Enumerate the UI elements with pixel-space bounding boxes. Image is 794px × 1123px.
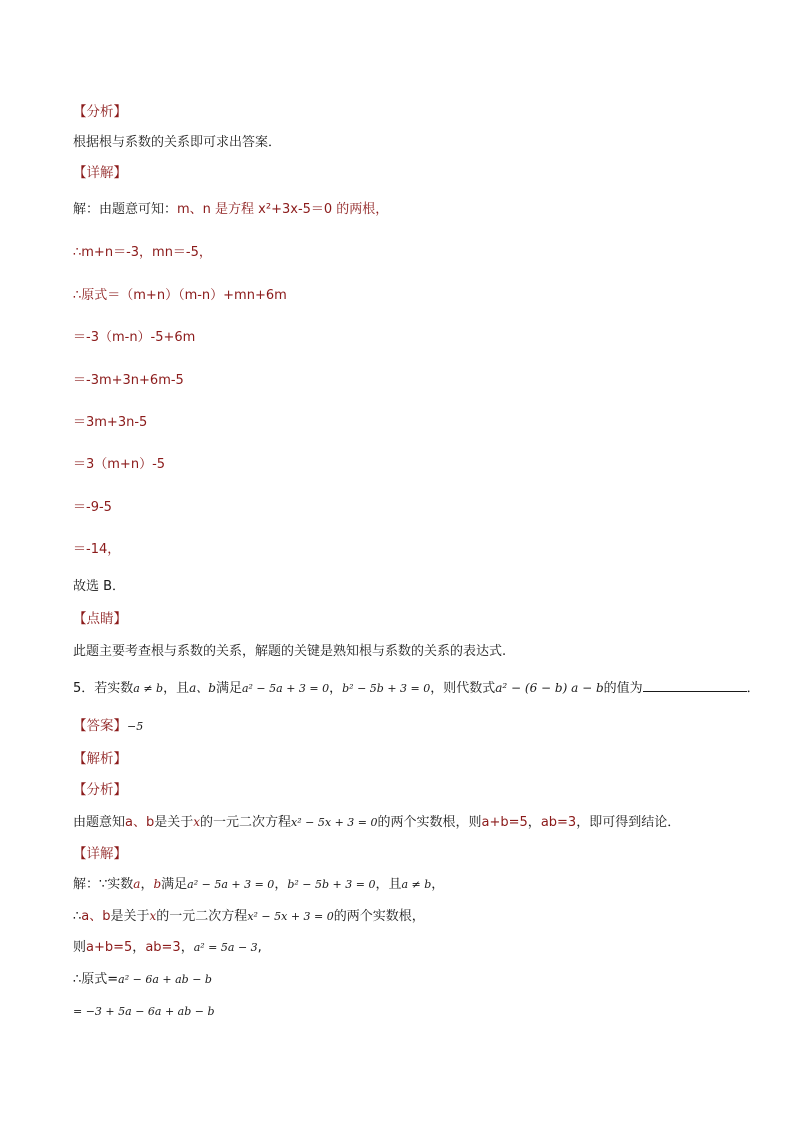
detail-2-line-3 [73, 939, 262, 957]
d2-expr-2: = −3 + 5a − 6a + ab − b [73, 1005, 215, 1018]
d2-t12: , [257, 940, 262, 955]
d2-t7: 是关于 [110, 909, 150, 924]
d2-sum: a+b=5 [86, 940, 133, 955]
solution-given: m、n 是方程 x²+3x-5＝0 的两根， [177, 202, 389, 217]
an2-t1: 由题意知 [73, 815, 126, 830]
detail-2-line-2 [73, 907, 425, 926]
d2-t3: 满足 [161, 877, 188, 892]
an2-t2: 是关于 [154, 815, 194, 830]
d2-t8: 的一元二次方程 [156, 909, 248, 924]
heading-explanation: 【解析】 [73, 751, 127, 767]
solution-line-1 [73, 201, 388, 219]
d2-t11: ， [180, 940, 194, 955]
heading-analysis-2: 【分析】 [73, 782, 127, 798]
d2-a: a [133, 877, 141, 891]
an2-sum: a+b=5 [481, 815, 528, 830]
an2-t3: 的一元二次方程 [200, 815, 292, 830]
d2-t10: ， [132, 940, 146, 955]
q5-equation-a: a² − 5a + 3 = 0 [241, 682, 330, 695]
heading-detail-2: 【详解】 [73, 846, 127, 862]
detail-2-line-4 [73, 971, 212, 989]
d2-t4: ， [274, 877, 288, 892]
solution-line-3: ∴原式＝（m+n）（m-n）+mn+6m [73, 288, 287, 303]
solution-line-8: ＝-9-5 [73, 500, 112, 515]
d2-equation: x² − 5x + 3 = 0 [247, 910, 334, 923]
comment-text: 此题主要考查根与系数的关系，解题的关键是熟知根与系数的关系的表达式. [73, 644, 507, 659]
d2-b: b [153, 877, 162, 891]
q5-text-4: 的值为 [603, 681, 643, 696]
d2-eq-a: a² − 5a + 3 = 0 [187, 878, 275, 891]
an2-t6: ，即可得到结论． [576, 815, 681, 830]
d2-a-squared: a² = 5a − 3 [193, 941, 258, 954]
d2-t9: 的两个实数根， [333, 909, 425, 924]
d2-vars: a、b [81, 909, 111, 924]
d2-t2: ， [140, 877, 154, 892]
d2-therefore: ∴ [73, 909, 82, 924]
d2-t1: 解：∵实数 [73, 877, 134, 892]
solution-line-2: ∴m+n＝-3，mn＝-5， [73, 245, 212, 260]
q5-end: ． [746, 681, 760, 696]
an2-t5: ， [527, 815, 541, 830]
answer-label: 【答案】 [73, 718, 127, 734]
analysis-2-text [73, 813, 680, 832]
conclusion-text: 故选 B． [73, 579, 126, 594]
heading-analysis: 【分析】 [73, 104, 127, 120]
d2-expr: a² − 6a + ab − b [118, 973, 212, 986]
d2-x: x [149, 909, 157, 923]
answer-line [73, 717, 143, 736]
d2-prod: ab=3 [145, 940, 181, 955]
d2-ze: 则 [73, 940, 87, 955]
solution-prefix: 解：由题意可知： [73, 202, 178, 217]
heading-comment: 【点睛】 [73, 611, 127, 627]
solution-line-5: ＝-3m+3n+6m-5 [73, 373, 184, 388]
q5-number: 5．若实数 [73, 681, 134, 696]
detail-2-line-5 [73, 1003, 215, 1021]
d2-yuanshi: ∴原式= [73, 972, 119, 987]
q5-text-2: 满足 [215, 681, 242, 696]
q5-text-1: ，且 [163, 681, 190, 696]
an2-t4: 的两个实数根，则 [377, 815, 482, 830]
solution-line-4: ＝-3（m-n）-5+6m [73, 330, 196, 345]
analysis-text: 根据根与系数的关系即可求出答案． [73, 135, 282, 150]
conclusion-line [73, 578, 125, 596]
d2-t6: ， [431, 877, 445, 892]
q5-cond-neq: a ≠ b [133, 682, 164, 695]
solution-line-7: ＝3（m+n）-5 [73, 457, 166, 472]
q5-vars: a、b [189, 681, 216, 695]
q5-answer-blank [643, 679, 747, 692]
q5-comma: ， [329, 681, 343, 696]
d2-neq: a ≠ b [401, 878, 432, 891]
solution-line-6: ＝3m+3n-5 [73, 415, 148, 430]
q5-text-3: ，则代数式 [430, 681, 496, 696]
solution-line-9: ＝-14， [73, 542, 121, 557]
q5-equation-b: b² − 5b + 3 = 0 [342, 682, 431, 695]
heading-detail: 【详解】 [73, 165, 127, 181]
detail-2-line-1 [73, 875, 444, 894]
d2-t5: ，且 [375, 877, 402, 892]
an2-vars: a、b [125, 815, 155, 830]
an2-equation: x² − 5x + 3 = 0 [291, 816, 378, 829]
q5-expression: a² − (6 − b) a − b [495, 681, 604, 695]
an2-x: x [193, 815, 201, 829]
an2-prod: ab=3 [540, 815, 577, 830]
answer-value: −5 [127, 720, 144, 733]
d2-eq-b: b² − 5b + 3 = 0 [287, 878, 376, 891]
question-5 [73, 679, 760, 698]
